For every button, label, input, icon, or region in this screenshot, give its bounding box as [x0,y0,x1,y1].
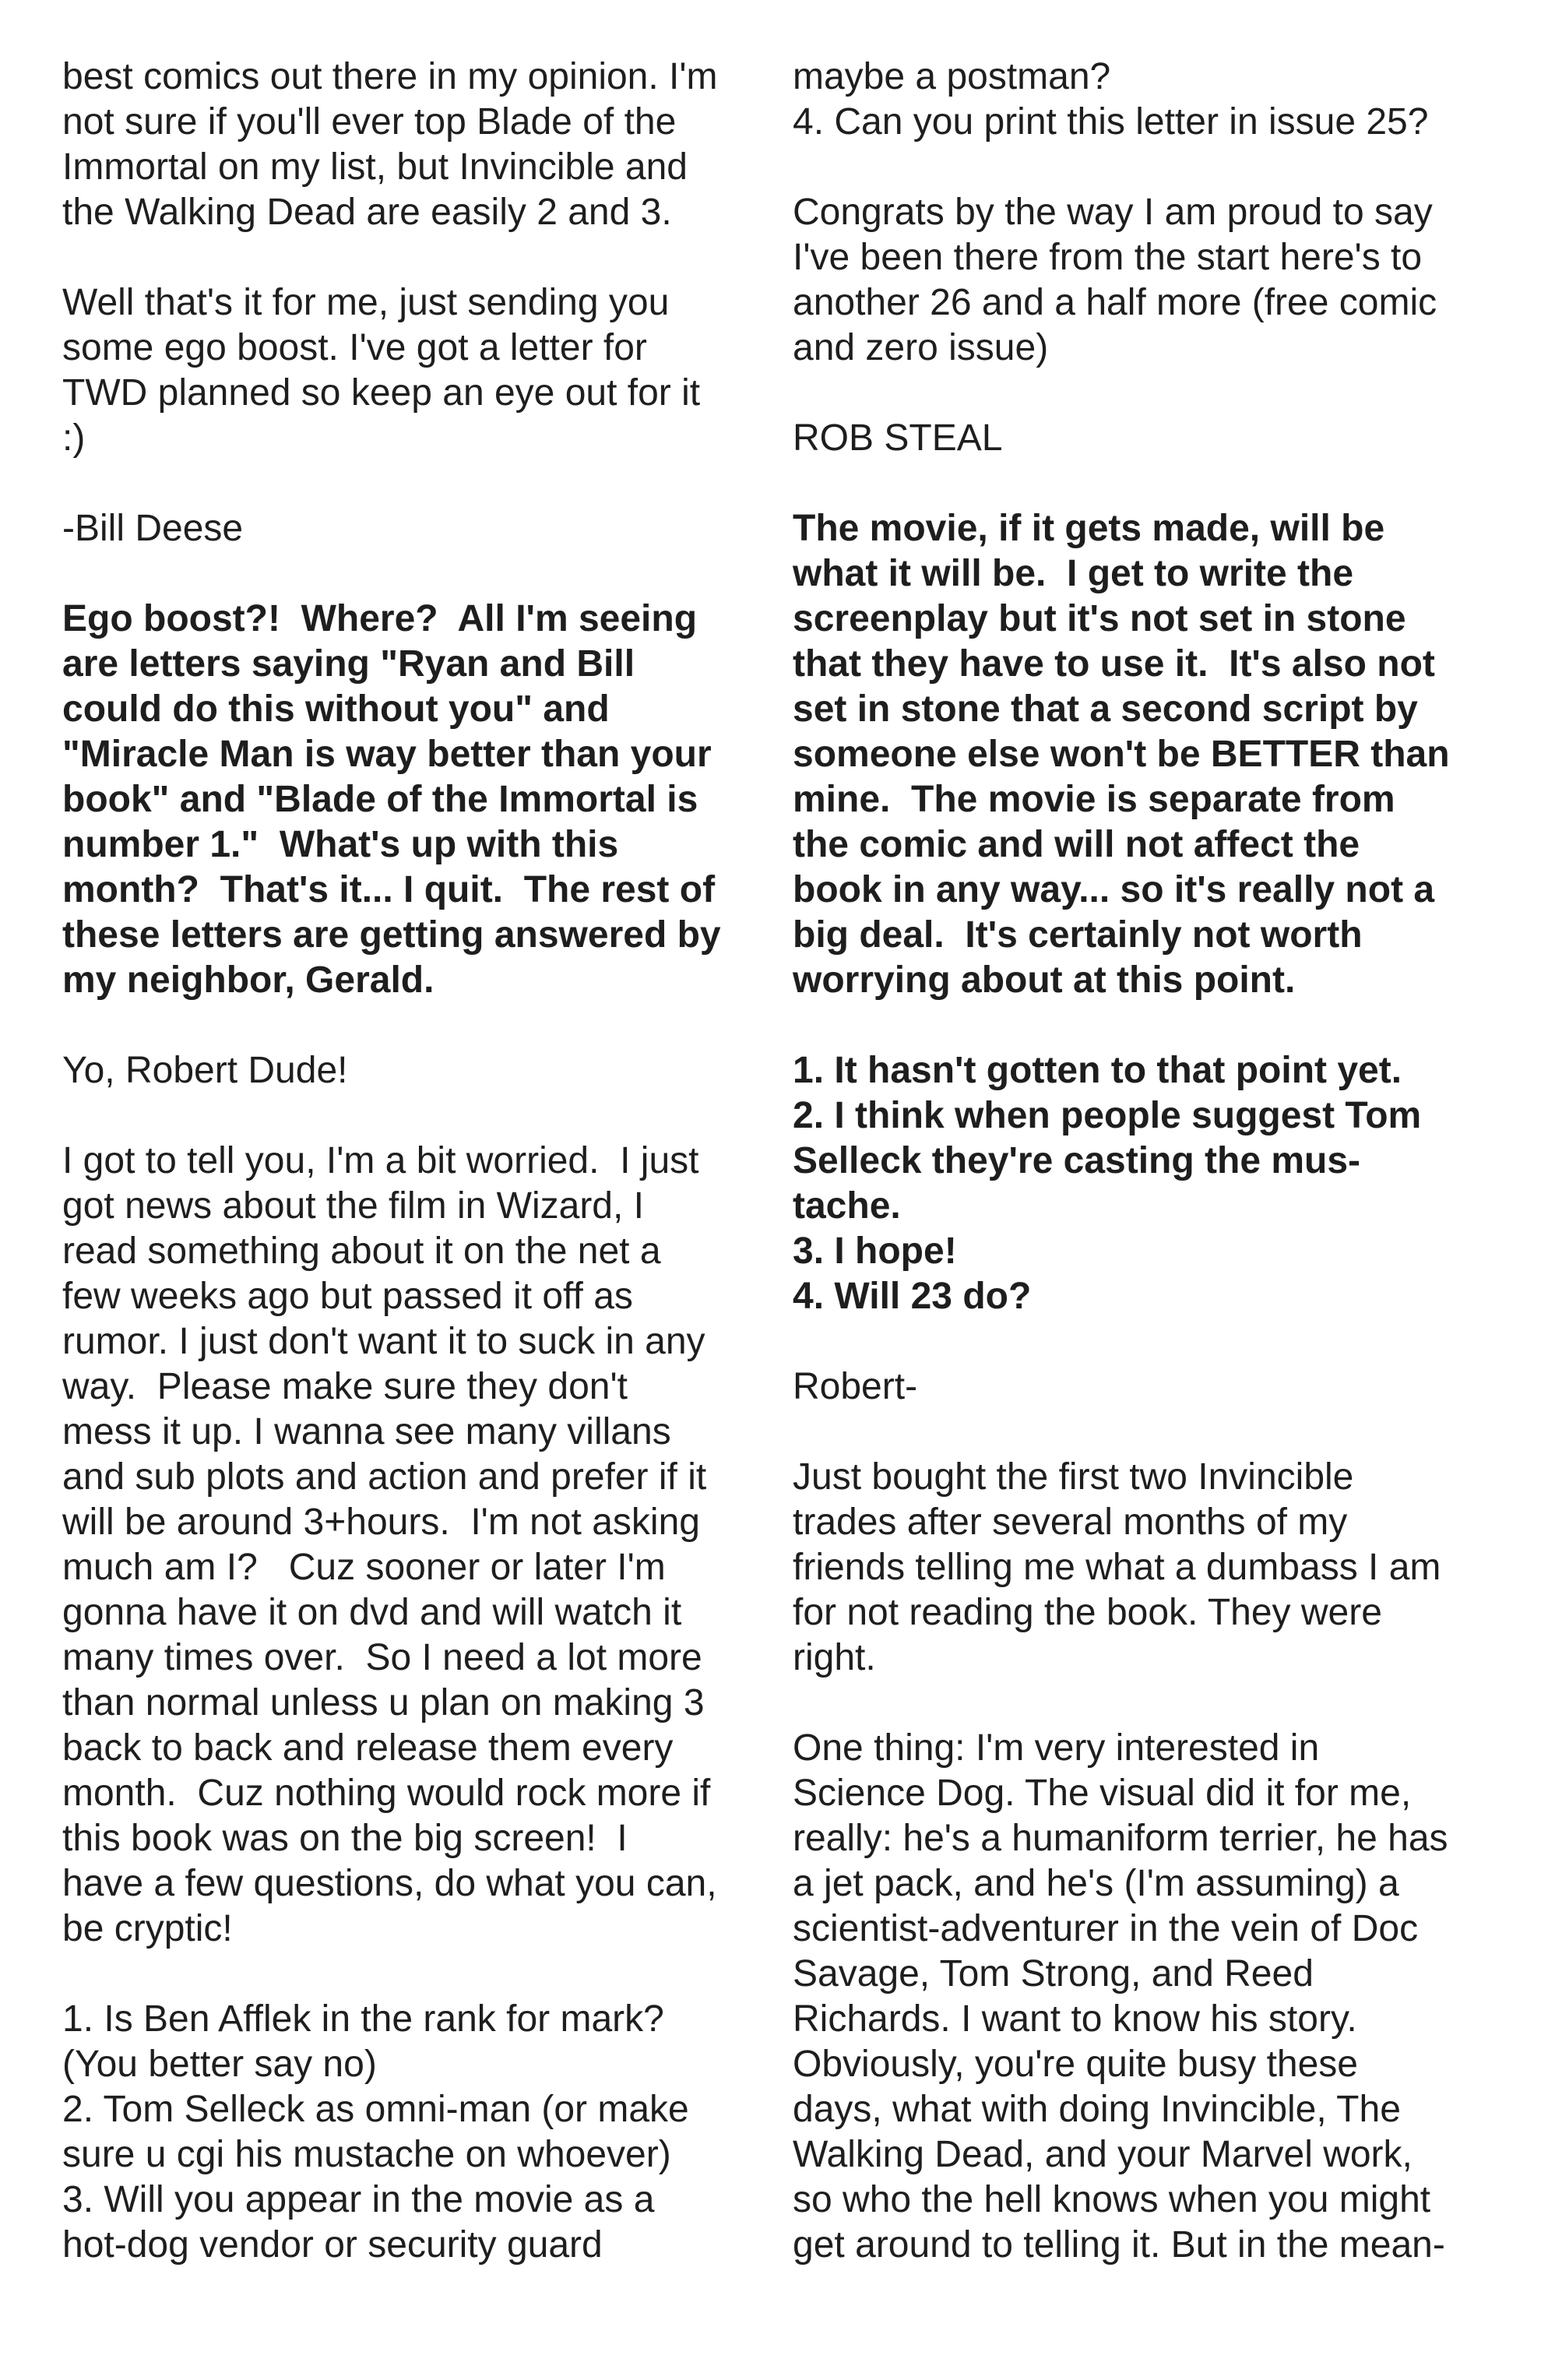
letter-text-line: and zero issue) [793,327,1049,368]
letter-text-line: really: he's a humaniform terrier, he has [793,1818,1448,1859]
letter-text-line: some ego boost. I've got a letter for [62,327,647,368]
editor-reply-line: what it will be. I get to write the [793,553,1354,594]
blank-line [62,235,779,280]
letter-text-line: Richards. I want to know his story. [793,1998,1357,2040]
letter-text-line: have a few questions, do what you can, [62,1863,717,1904]
editor-reply-line: these letters are getting answered by [62,914,721,956]
editor-reply-line: Selleck they're casting the mus- [793,1140,1361,1181]
letter-text-line: not sure if you'll ever top Blade of the [62,101,677,143]
editor-reply-line: my neighbor, Gerald. [62,959,434,1001]
letter-text-line: trades after several months of my [793,1502,1348,1543]
letter-text-line: mess it up. I wanna see many villans [62,1411,671,1452]
editor-reply-line: 4. Will 23 do? [793,1276,1032,1317]
letter-text-line: the Walking Dead are easily 2 and 3. [62,192,672,233]
letter-text-line: Immortal on my list, but Invincible and [62,146,688,188]
letter-text-line: this book was on the big screen! I [62,1818,628,1859]
letter-text-line: days, what with doing Invincible, The [793,2089,1401,2130]
letter-text-line: get around to telling it. But in the mean- [793,2224,1445,2266]
letter-text-line: 3. Will you appear in the movie as a [62,2179,655,2220]
letter-text-line: much am I? Cuz sooner or later I'm [62,1547,666,1588]
letter-text-line: back to back and release them every [62,1727,674,1769]
letter-text-line: ROB STEAL [793,417,1003,459]
letter-text-line: (You better say no) [62,2044,377,2085]
letter-text-line: for not reading the book. They were [793,1592,1382,1633]
editor-reply-line: The movie, if it gets made, will be [793,508,1385,549]
editor-reply-line: book in any way... so it's really not a [793,869,1435,910]
letter-text-line: month. Cuz nothing would rock more if [62,1773,711,1814]
editor-reply-line: 2. I think when people suggest Tom [793,1095,1422,1136]
blank-line [793,1003,1509,1048]
letter-text-line: another 26 and a half more (free comic [793,282,1437,323]
left-column [62,55,779,2268]
letter-text-line: gonna have it on dvd and will watch it [62,1592,682,1633]
editor-reply-line: "Miracle Man is way better than your [62,734,712,775]
letter-text-line: Robert- [793,1366,918,1407]
letter-text-line: Just bought the first two Invincible [793,1456,1354,1498]
right-column [793,55,1509,2268]
letter-text-line: sure u cgi his mustache on whoever) [62,2134,671,2175]
editor-reply-line: big deal. It's certainly not worth [793,914,1363,956]
letter-text-line: 2. Tom Selleck as omni-man (or make [62,2089,689,2130]
letter-text-line: TWD planned so keep an eye out for it [62,372,701,414]
letter-text-line: so who the hell knows when you might [793,2179,1431,2220]
letter-text-line: and sub plots and action and prefer if it [62,1456,707,1498]
letter-text-line: best comics out there in my opinion. I'm [62,56,718,97]
editor-reply-line: the comic and will not affect the [793,824,1360,865]
editor-reply-line: mine. The movie is separate from [793,779,1395,820]
editor-reply-line: Ego boost?! Where? All I'm seeing [62,598,698,639]
letter-text-line: got news about the film in Wizard, I [62,1185,644,1227]
blank-line [62,461,779,506]
letter-text-line: Savage, Tom Strong, and Reed [793,1953,1314,1994]
letter-text-line: Well that's it for me, just sending you [62,282,670,323]
blank-line [62,1093,779,1139]
letter-text-line: way. Please make sure they don't [62,1366,628,1407]
letter-text-line: will be around 3+hours. I'm not asking [62,1502,700,1543]
letter-text-line: Yo, Robert Dude! [62,1050,348,1091]
letter-text-line: Walking Dead, and your Marvel work, [793,2134,1413,2175]
blank-line [793,461,1509,506]
letter-text-line: 4. Can you print this letter in issue 25? [793,101,1429,143]
letter-text-line: Congrats by the way I am proud to say [793,192,1433,233]
editor-reply-line: worrying about at this point. [793,959,1296,1001]
blank-line [62,551,779,597]
blank-line [793,1681,1509,1726]
editor-reply-line: set in stone that a second script by [793,688,1418,730]
letter-text-line: Science Dog. The visual did it for me, [793,1773,1412,1814]
letter-text-line: friends telling me what a dumbass I am [793,1547,1441,1588]
letter-text-line: right. [793,1637,876,1678]
letter-text-line: read something about it on the net a [62,1230,661,1272]
blank-line [793,1410,1509,1455]
letter-text-line: scientist-adventurer in the vein of Doc [793,1908,1419,1949]
blank-line [793,1319,1509,1364]
letter-text-line: I've been there from the start here's to [793,237,1423,278]
editor-reply-line: 3. I hope! [793,1230,957,1272]
letter-text-line: than normal unless u plan on making 3 [62,1682,705,1723]
letter-text-line: a jet pack, and he's (I'm assuming) a [793,1863,1399,1904]
blank-line [793,145,1509,190]
blank-line [62,1952,779,1997]
letter-text-line: many times over. So I need a lot more [62,1637,702,1678]
editor-reply-line: number 1." What's up with this [62,824,619,865]
editor-reply-line: tache. [793,1185,901,1227]
letter-text-line: be cryptic! [62,1908,233,1949]
letter-text-line: 1. Is Ben Afflek in the rank for mark? [62,1998,664,2040]
letter-text-line: maybe a postman? [793,56,1111,97]
editor-reply-line: screenplay but it's not set in stone [793,598,1406,639]
blank-line [793,371,1509,416]
editor-reply-line: month? That's it... I quit. The rest of [62,869,716,910]
letter-text-line: rumor. I just don't want it to suck in any [62,1321,705,1362]
letter-text-line: I got to tell you, I'm a bit worried. I just [62,1140,699,1181]
letter-text-line: few weeks ago but passed it off as [62,1276,633,1317]
editor-reply-line: could do this without you" and [62,688,610,730]
editor-reply-line: someone else won't be BETTER than [793,734,1450,775]
letter-text-line: Obviously, you're quite busy these [793,2044,1358,2085]
letter-text-line: -Bill Deese [62,508,244,549]
editor-reply-line: that they have to use it. It's also not [793,643,1435,685]
letter-text-line: hot-dog vendor or security guard [62,2224,603,2266]
blank-line [62,1003,779,1048]
letter-text-line: :) [62,417,86,459]
editor-reply-line: 1. It hasn't gotten to that point yet. [793,1050,1402,1091]
letter-text-line: One thing: I'm very interested in [793,1727,1320,1769]
editor-reply-line: book" and "Blade of the Immortal is [62,779,698,820]
editor-reply-line: are letters saying "Ryan and Bill [62,643,635,685]
